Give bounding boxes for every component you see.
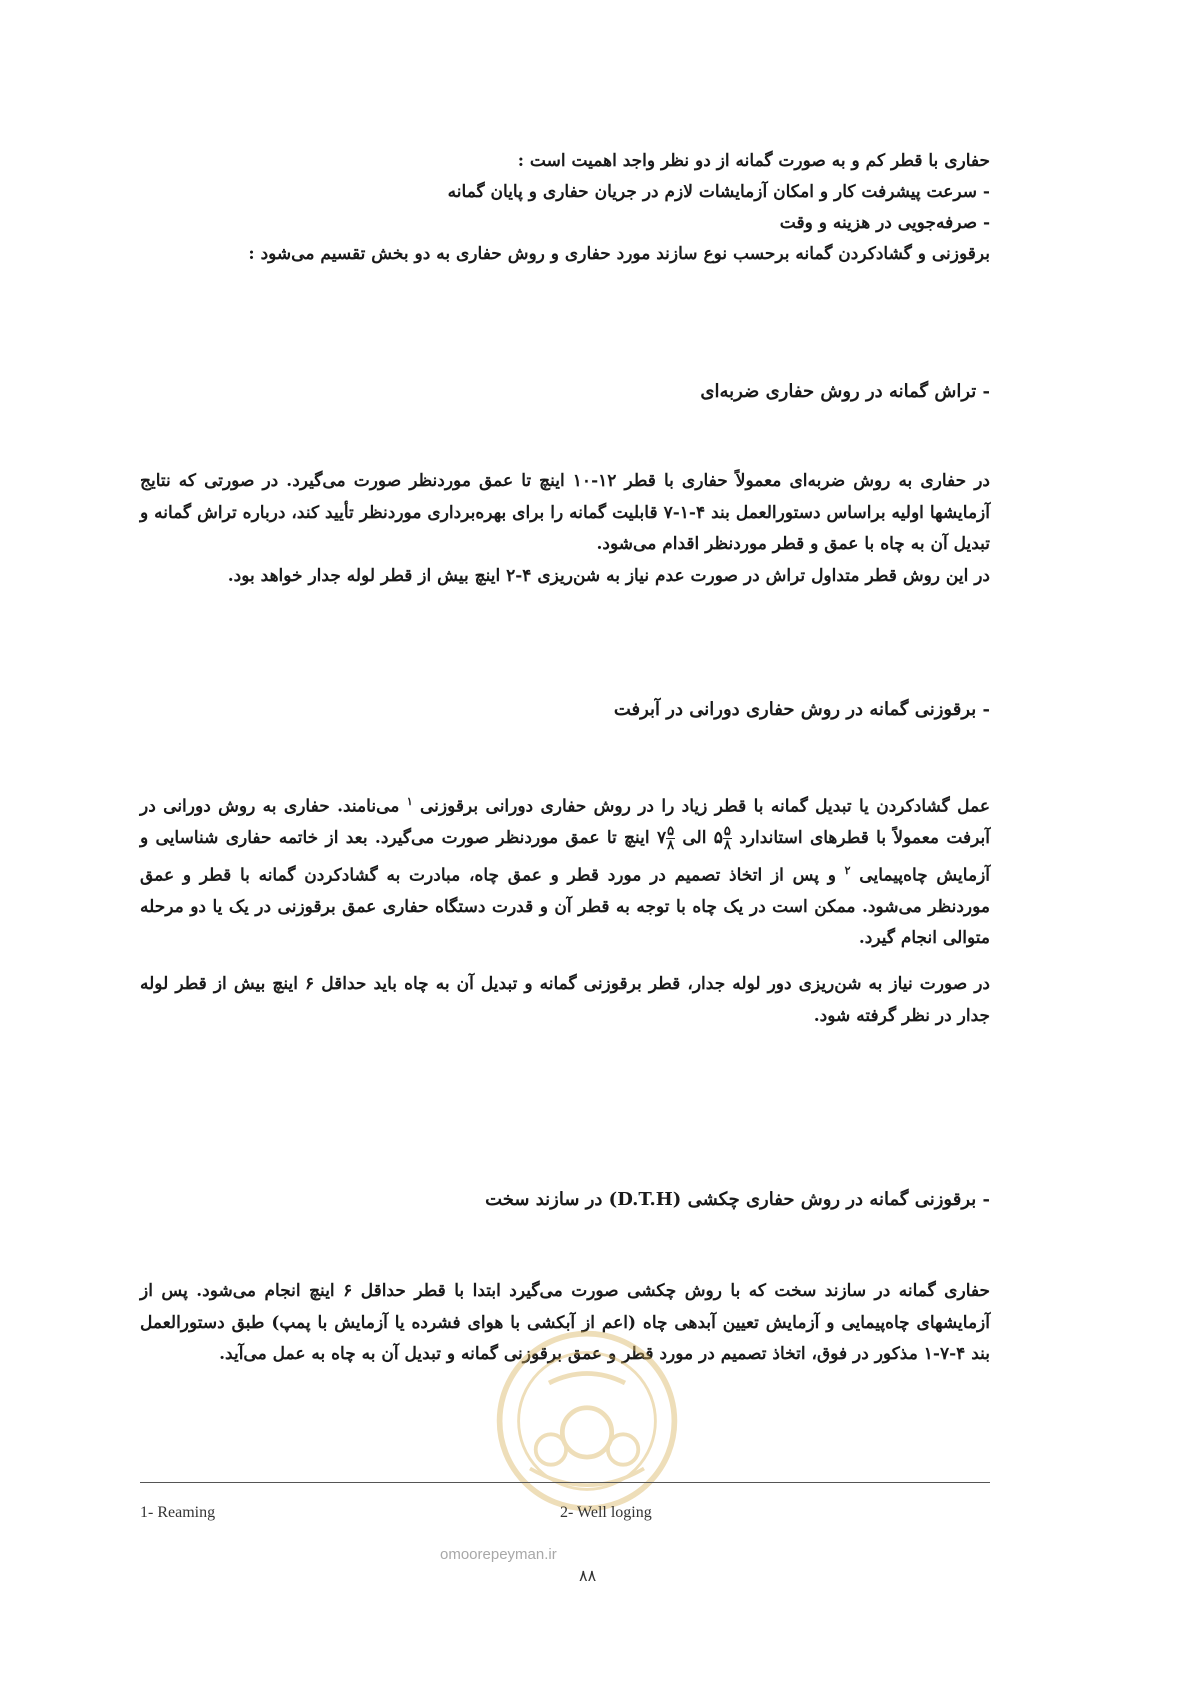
watermark-text: omoorepeyman.ir xyxy=(440,1546,557,1563)
text-run: عمل گشادکردن یا تبدیل گمانه با قطر زیاد را در روش حفاری دورانی برقوزنی xyxy=(420,796,990,817)
intro-line: - صرفه‌جویی در هزینه و وقت xyxy=(779,213,990,233)
footnote-ref: ۲ xyxy=(844,863,851,877)
text-run: می‌نامند. حفاری به روش دورانی در آبرفت معمولاً با قطرهای استاندارد xyxy=(140,796,990,849)
text-run: اینچ تا عمق موردنظر صورت می‌گیرد. بعد از خاتمه حفاری شناسایی و آزمایش چاه‌پیمایی xyxy=(140,828,990,886)
fraction-denominator: ۸ xyxy=(667,838,675,854)
mixed-number xyxy=(656,824,675,854)
intro-line: برقوزنی و گشادکردن گمانه برحسب نوع سازند مورد حفاری و روش حفاری به دو بخش تقسیم می‌شود : xyxy=(248,244,990,264)
section1-heading: - تراش گمانه در روش حفاری ضربه‌ای xyxy=(700,381,990,402)
section3-heading: - برقوزنی گمانه در روش حفاری چکشی (D.T.H) در سازند سخت xyxy=(485,1189,990,1210)
footnote-1: 1- Reaming xyxy=(140,1504,216,1521)
fraction-numerator: ۵ xyxy=(723,824,731,840)
section2-heading-block xyxy=(140,696,990,724)
section2-paragraph xyxy=(140,786,990,955)
footnote-2: 2- Well loging xyxy=(560,1504,652,1521)
intro-block xyxy=(140,146,990,270)
section2-body-2 xyxy=(140,969,990,1032)
intro-line: حفاری با قطر کم و به صورت گمانه از دو نظر واجد اهمیت است : xyxy=(517,151,990,171)
footnote-ref: ۱ xyxy=(406,795,413,808)
text-run: الی xyxy=(682,828,707,849)
page-number: ۸۸ xyxy=(579,1566,597,1585)
section2-paragraph: در صورت نیاز به شن‌ریزی دور لوله جدار، قطر برقوزنی گمانه و تبدیل آن به چاه باید حداقل ۶ اینچ بیش از قطر لوله جدار در نظر گرفته شود. xyxy=(140,974,991,1026)
intro-line: - سرعت پیشرفت کار و امکان آزمایشات لازم در جریان حفاری و پایان گمانه xyxy=(447,182,990,202)
watermark-seal-icon xyxy=(492,1326,682,1516)
section1-paragraph: در این روش قطر متداول تراش در صورت عدم نیاز به شن‌ریزی ۴-۲ اینچ بیش از قطر لوله جدار خواهد بود. xyxy=(227,565,990,586)
fraction-denominator: ۸ xyxy=(723,838,731,854)
section1-paragraph: در حفاری به روش ضربه‌ای معمولاً حفاری با قطر ۱۲-۱۰ اینچ تا عمق موردنظر صورت می‌گیرد. در صورتی که نتایج آزمایشها اولیه براساس دستورالعمل بند ۴-۱-۷ قابلیت گمانه را برای بهره‌برداری موردنظر تأیید کند، درباره تراش گمانه و تبدیل آن به چاه با عمق و قطر موردنظر اقدام می‌شود. xyxy=(140,471,990,554)
mixed-number xyxy=(713,824,732,854)
fraction-numerator: ۵ xyxy=(667,824,675,840)
section1-body xyxy=(140,466,990,592)
section2-body xyxy=(140,786,990,955)
text-run: و پس از اتخاذ تصمیم در مورد قطر و عمق چاه، مبادرت به گشادکردن گمانه با قطر و عمق موردنظر می‌شود. ممکن است در یک چاه با توجه به قطر آن و قدرت دستگاه حفاری عمق برقوزنی در یک یا دو مرحله متوالی انجام گیرد. xyxy=(140,865,990,949)
fraction xyxy=(723,825,732,852)
whole-number: ۵ xyxy=(713,828,723,849)
fraction xyxy=(666,825,675,852)
section3-heading-block xyxy=(140,1186,990,1214)
footnote-divider xyxy=(140,1482,990,1483)
section3-paragraph: حفاری گمانه در سازند سخت که با روش چکشی صورت می‌گیرد ابتدا با قطر حداقل ۶ اینچ انجام می‌شود. پس از آزمایشهای چاه‌پیمایی و آزمایش تعیین آبدهی چاه (اعم از آبکشی با هوای فشرده یا آزمایش با پمپ) طبق دستورالعمل بند ۴-۷-۱ مذکور در فوق، اتخاذ تصمیم در مورد قطر و عمق برقوزنی گمانه و تبدیل آن به چاه به عمل می‌آید. xyxy=(140,1281,990,1364)
section2-heading: - برقوزنی گمانه در روش حفاری دورانی در آبرفت xyxy=(613,699,990,720)
whole-number: ۷ xyxy=(656,828,667,849)
section1-heading-block xyxy=(140,378,990,406)
